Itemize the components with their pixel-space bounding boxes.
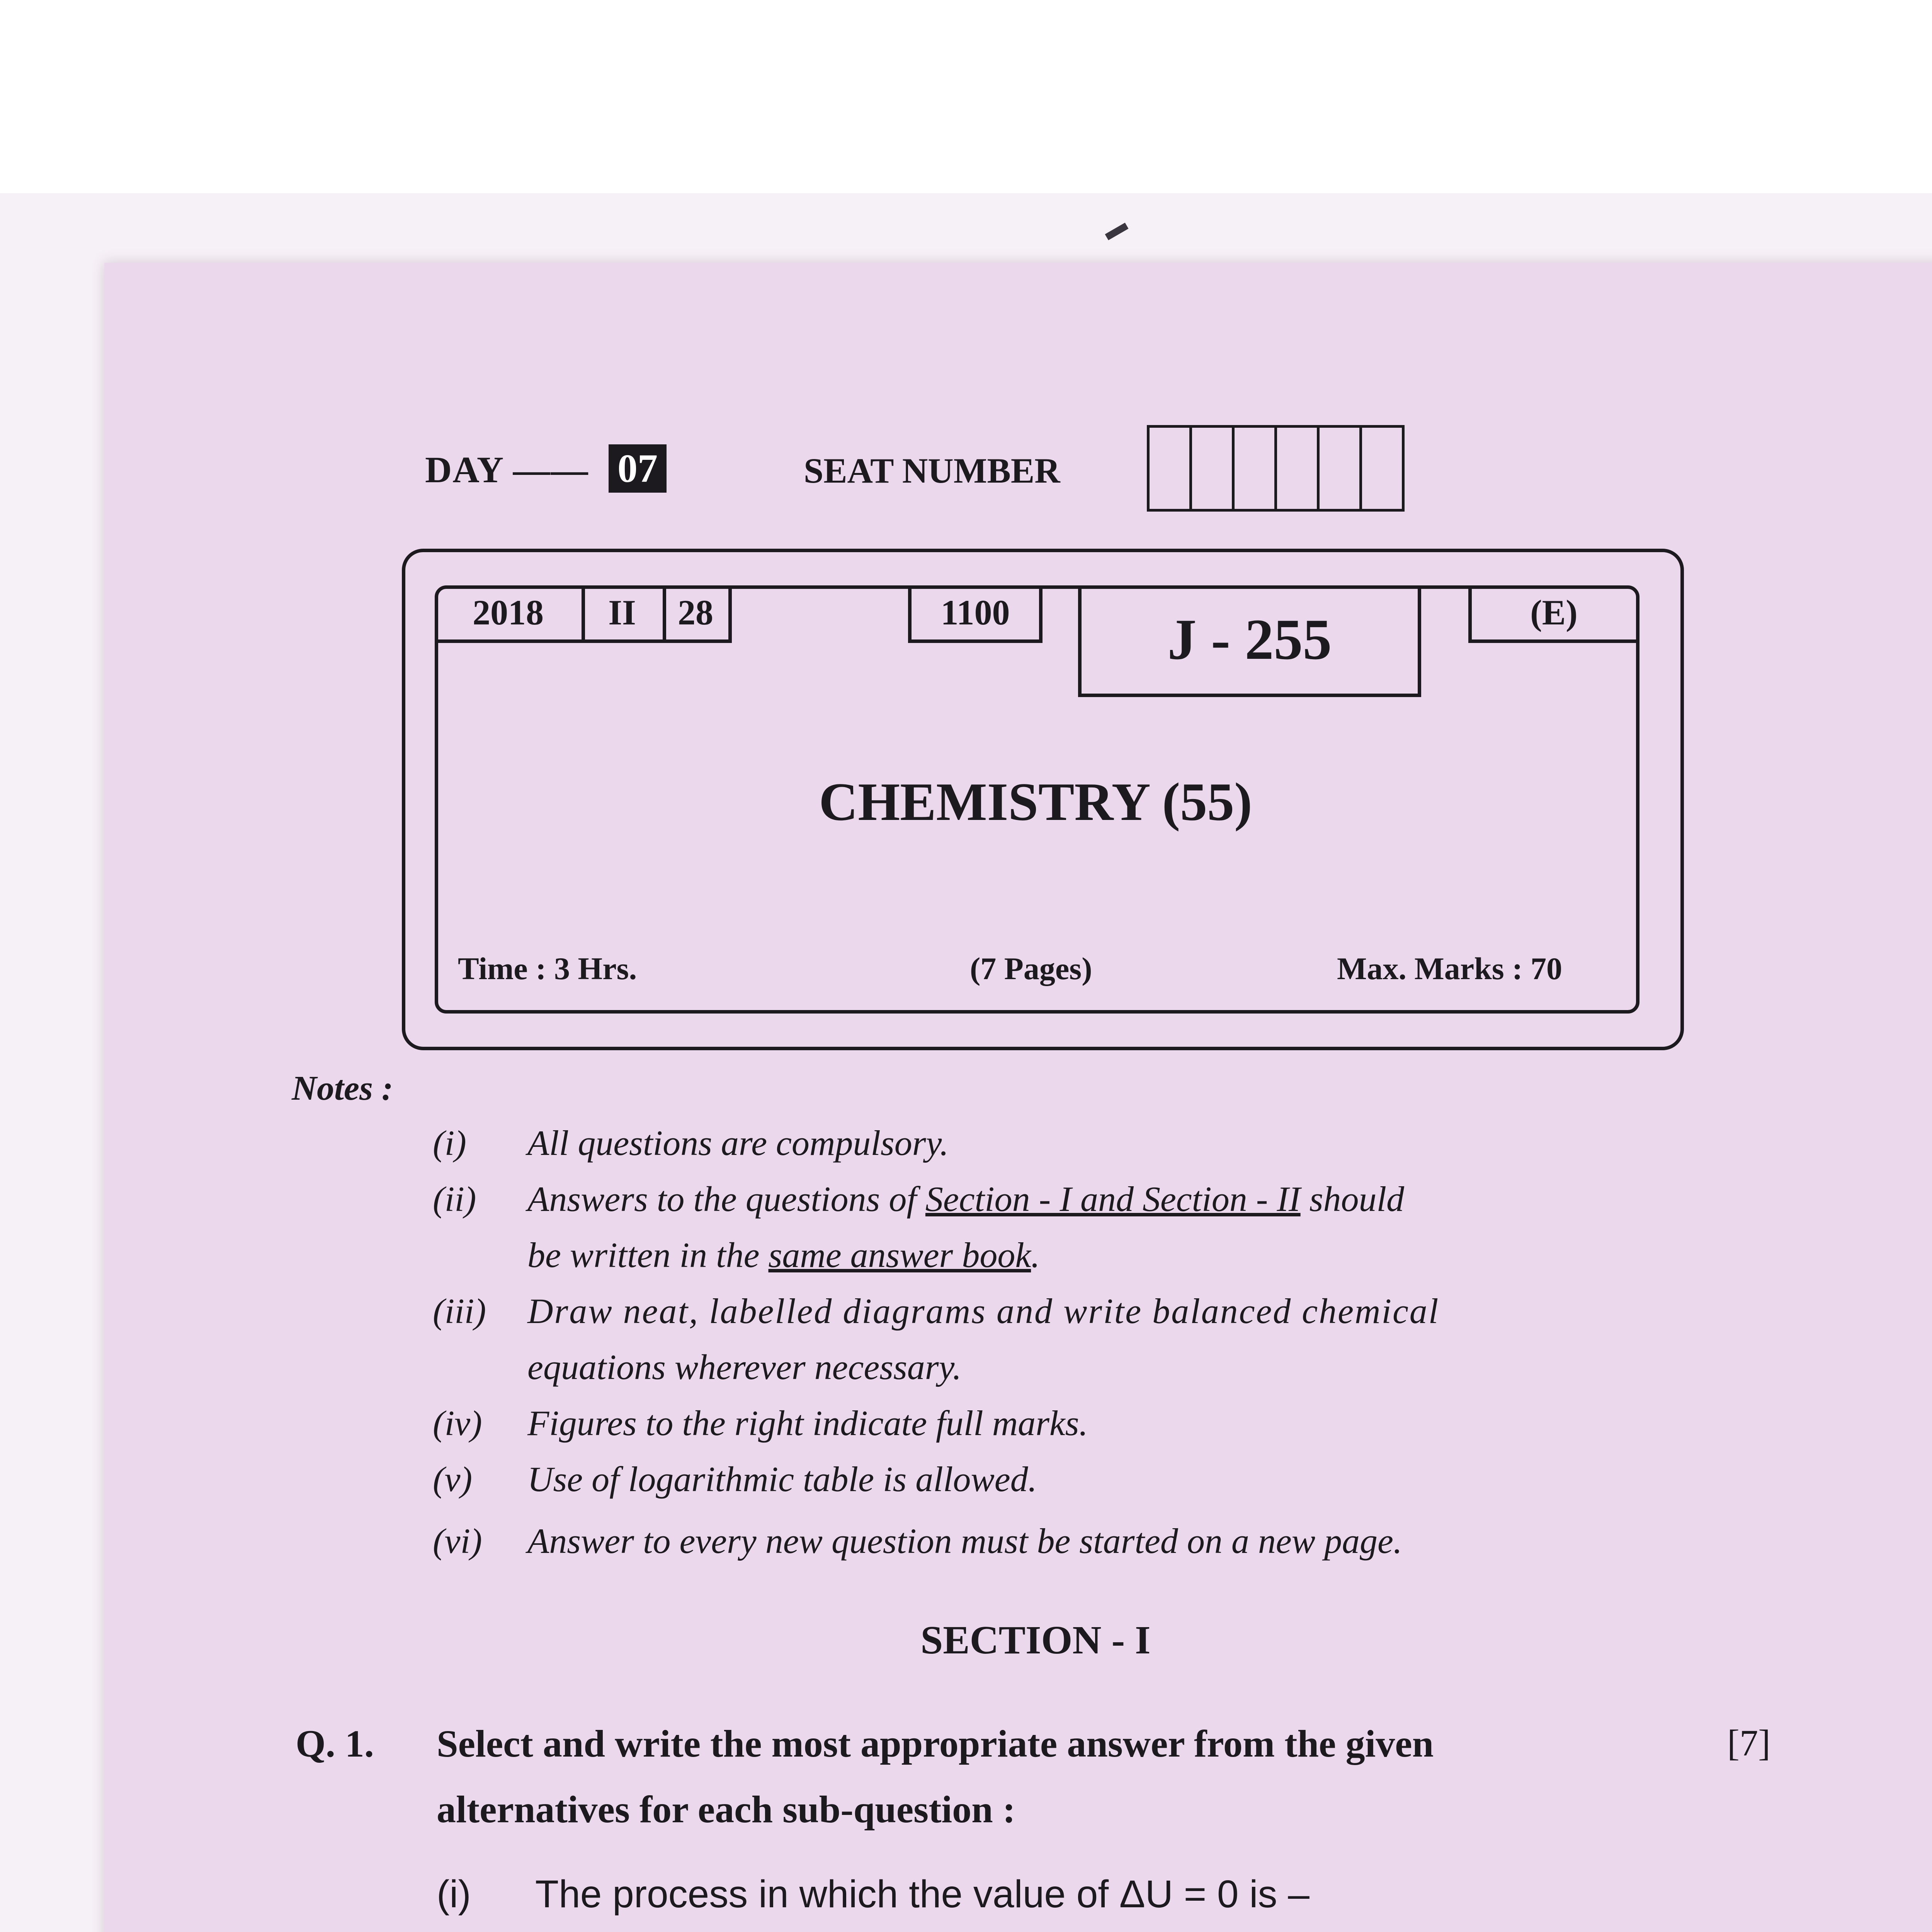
- note-text: Figures to the right indicate full marks.: [527, 1403, 1088, 1443]
- day-number: 07: [609, 444, 667, 493]
- paper-code: J - 255: [1078, 585, 1421, 697]
- note-text: Draw neat, labelled diagrams and write balanced chemical: [527, 1291, 1440, 1331]
- note-text: Answer to every new question must be started on a new page.: [527, 1521, 1402, 1561]
- note-number: (iii): [433, 1291, 486, 1331]
- note-number: (i): [433, 1123, 466, 1163]
- question-text: Select and write the most appropriate answer from the given: [437, 1722, 1434, 1765]
- exam-max-marks: Max. Marks : 70: [1337, 951, 1563, 986]
- note-text: equations wherever necessary.: [527, 1347, 962, 1387]
- section-heading: SECTION - I: [920, 1618, 1151, 1662]
- exam-year: 2018: [435, 585, 585, 643]
- exam-date: 28: [663, 585, 732, 643]
- note-underlined-text: same answer book: [768, 1235, 1031, 1275]
- note-item: [433, 1291, 1440, 1332]
- note-underlined-text: Section - I and Section - II: [925, 1179, 1301, 1219]
- note-item: [433, 1520, 1402, 1561]
- exam-month: II: [582, 585, 666, 643]
- subquestion-text: The process in which the value of ΔU = 0 is –: [535, 1872, 1310, 1916]
- seat-number-boxes: [1150, 425, 1405, 506]
- note-text-part: should: [1300, 1179, 1405, 1219]
- seat-number-label: SEAT NUMBER: [804, 451, 1060, 490]
- note-text: [527, 1179, 1404, 1219]
- note-item-continued: [433, 1235, 1040, 1276]
- seat-digit-box: [1317, 425, 1362, 512]
- seat-digit-box: [1189, 425, 1235, 512]
- note-item: [433, 1403, 1088, 1444]
- notes-label: Notes :: [292, 1069, 393, 1107]
- exam-medium: (E): [1468, 585, 1636, 643]
- note-number: (vi): [433, 1521, 482, 1561]
- exam-duration: Time : 3 Hrs.: [458, 951, 637, 986]
- note-item: [433, 1459, 1037, 1500]
- question-marks: [7]: [1727, 1722, 1770, 1764]
- seat-digit-box: [1147, 425, 1192, 512]
- note-number: (iv): [433, 1403, 482, 1443]
- seat-digit-box: [1232, 425, 1277, 512]
- note-text-part: be written in the: [527, 1235, 769, 1275]
- note-item: [433, 1122, 949, 1163]
- note-item: [433, 1179, 1405, 1219]
- note-text: All questions are compulsory.: [527, 1123, 949, 1163]
- question-text: alternatives for each sub-question :: [437, 1788, 1016, 1831]
- note-text-part: Answers to the questions of: [527, 1179, 925, 1219]
- exam-pages: (7 Pages): [970, 951, 1092, 986]
- subquestion-number: (i): [437, 1872, 471, 1916]
- note-text-part: .: [1031, 1235, 1040, 1275]
- note-text: [527, 1235, 1040, 1276]
- exam-time-code: 1100: [908, 585, 1043, 643]
- note-item-continued: [433, 1347, 962, 1388]
- question-number: Q. 1.: [296, 1722, 374, 1765]
- seat-digit-box: [1359, 425, 1405, 512]
- note-number: (v): [433, 1459, 473, 1499]
- day-label: DAY ——: [425, 449, 589, 490]
- note-text: Use of logarithmic table is allowed.: [527, 1459, 1037, 1499]
- note-number: (ii): [433, 1179, 476, 1219]
- seat-digit-box: [1274, 425, 1320, 512]
- subject-title: CHEMISTRY (55): [819, 772, 1252, 832]
